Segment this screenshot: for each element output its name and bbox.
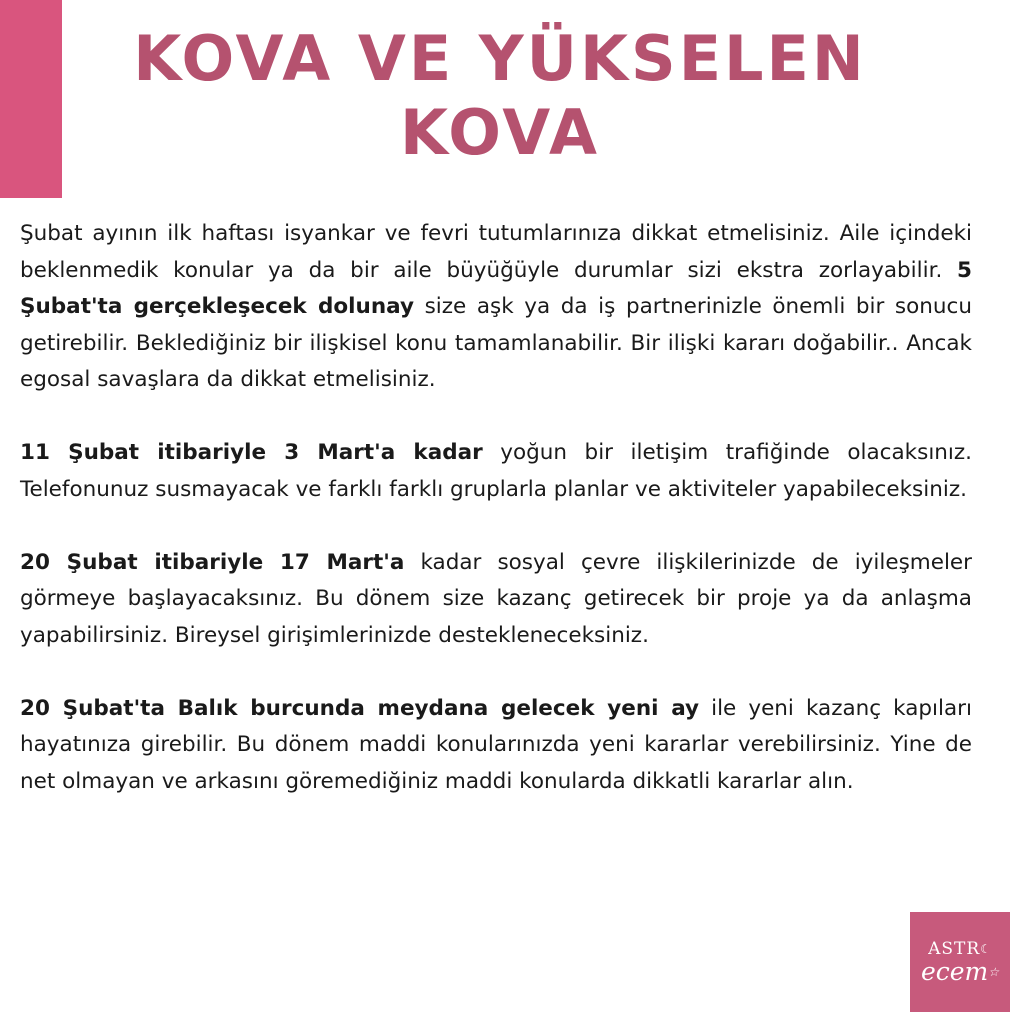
title-line-1: KOVA VE YÜKSELEN <box>133 22 867 95</box>
brand-logo <box>910 912 1010 1012</box>
paragraph-1 <box>20 216 972 399</box>
paragraph-4-bold: 20 Şubat'ta Balık burcunda meydana gelecek yeni ay <box>20 695 700 721</box>
title-line-2: KOVA <box>399 96 601 169</box>
paragraph-2 <box>20 435 972 508</box>
logo-ecem-text: ecem <box>920 957 989 986</box>
logo-astr-text: ASTR <box>928 939 981 959</box>
page-title <box>0 22 1000 170</box>
paragraph-1-text-a: Şubat ayının ilk haftası isyankar ve fevri tutumlarınıza dikkat etmelisiniz. Aile içindeki beklenmedik konular ya da bir aile büyüğüyle durumlar sizi ekstra zorlayabilir. <box>20 221 972 283</box>
paragraph-1-bold: 5 Şubat'ta gerçekleşecek dolunay <box>20 257 972 319</box>
paragraph-2-bold: 11 Şubat itibariyle 3 Mart'a kadar <box>20 440 483 465</box>
paragraph-4 <box>20 691 972 801</box>
paragraph-3-bold: 20 Şubat itibariyle 17 Mart'a <box>20 549 405 575</box>
paragraph-2-text: yoğun bir iletişim trafiğinde olacaksınız. Telefonunuz susmayacak ve farklı farklı gruplarla planlar ve aktiviteler yapabileceksiniz. <box>20 440 973 502</box>
paragraph-1-text-b: size aşk ya da iş partnerinizle önemli bir sonucu getirebilir. Beklediğiniz bir ilişkisel konu tamamlanabilir. Bir ilişki kararı doğabilir.. Ancak egosal savaşlara da dikkat etmelisiniz. <box>20 294 972 392</box>
paragraph-4-text: ile yeni kazanç kapıları hayatınıza girebilir. Bu dönem maddi konularınızda yeni kararlar verebilirsiniz. Yine de net olmayan ve arkasını göremediğiniz maddi konularda dikkatli kararlar alın. <box>20 695 972 794</box>
paragraph-3 <box>20 545 972 655</box>
article-body <box>20 216 972 837</box>
paragraph-3-text: kadar sosyal çevre ilişkilerinizde de iyileşmeler görmeye başlayacaksınız. Bu dönem size kazanç getirecek bir proje ya da anlaşma yapabilirsiniz. Bireysel girişimlerinizde destekleneceksiniz. <box>20 549 972 648</box>
logo-top-line <box>910 940 1010 958</box>
moon-icon: ☾ <box>980 942 992 956</box>
logo-bottom-line <box>910 958 1010 986</box>
star-icon: ☆ <box>988 965 1000 979</box>
